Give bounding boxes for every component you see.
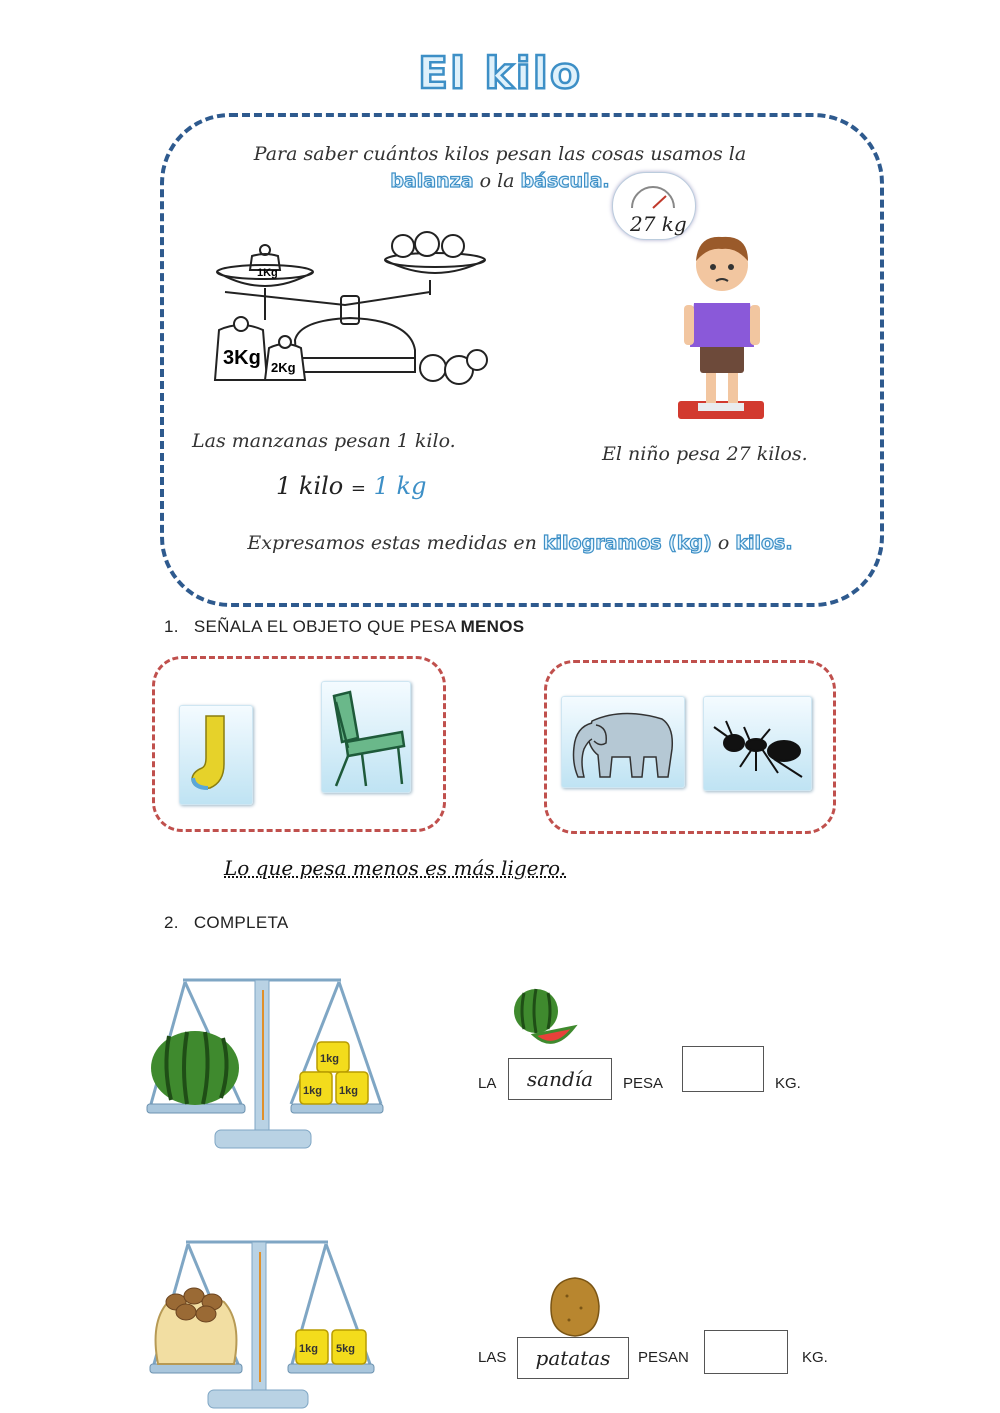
row1-la-label: LA (478, 1075, 497, 1092)
section1-heading (164, 617, 524, 637)
potato-icon (547, 1276, 603, 1338)
row1-pesa-label: PESA (623, 1075, 664, 1092)
row1-unit-label: KG. (775, 1075, 801, 1092)
option-sock-card[interactable] (179, 705, 253, 805)
melon-weight-2: 1kg (303, 1085, 322, 1097)
row2-pesan-label: PESAN (638, 1349, 689, 1366)
section1-note: Lo que pesa menos es más ligero. (224, 856, 567, 880)
page-title: El kilo (417, 48, 583, 99)
boy-caption: El niño pesa 27 kilos. (602, 443, 808, 465)
row2-las-label: LAS (478, 1349, 507, 1366)
weight-2kg-label: 2Kg (271, 360, 296, 375)
boy-on-scale-illustration (672, 225, 772, 425)
highlight-kilos: kilos. (735, 532, 793, 554)
section1-heading-bold: MENOS (460, 617, 525, 636)
elephant-icon (562, 697, 684, 787)
row2-item-text: patatas (535, 1346, 611, 1370)
highlight-balanza: balanza (390, 170, 474, 192)
potato-balance-illustration (148, 1232, 378, 1412)
section2-number: 2. (164, 913, 179, 932)
highlight-bascula: báscula. (520, 170, 610, 192)
row2-item-box (517, 1337, 629, 1379)
equality-right: 1 kg (373, 472, 427, 500)
section2-heading (164, 913, 289, 933)
watermelon-icon (508, 983, 578, 1053)
highlight-kilogramos: kilogramos (kg) (542, 532, 712, 554)
melon-weight-1: 1kg (320, 1053, 339, 1065)
option-chair-card[interactable] (321, 681, 411, 793)
weight-1kg-label: 1Kg (257, 267, 278, 279)
gauge-icon (628, 182, 678, 212)
row1-fruit-box (508, 1058, 612, 1100)
section1-number: 1. (164, 617, 179, 636)
express-o: o (717, 532, 730, 554)
row2-answer-input[interactable] (704, 1330, 788, 1374)
potato-weight-1: 1kg (299, 1343, 318, 1355)
apples-caption: Las manzanas pesan 1 kilo. (192, 430, 456, 452)
row1-answer-input[interactable] (682, 1046, 764, 1092)
ant-icon (704, 697, 811, 790)
intro-o-la: o la (479, 170, 515, 192)
equality-sign: = (350, 478, 366, 499)
express-prefix: Expresamos estas medidas en (247, 532, 537, 554)
weight-3kg-label: 3Kg (223, 347, 261, 369)
section2-heading-text: COMPLETA (193, 913, 289, 932)
row1-fruit-text: sandía (526, 1067, 594, 1091)
kilo-equality (276, 472, 426, 500)
row2-unit-label: KG. (802, 1349, 828, 1366)
equality-left: 1 kilo (276, 472, 344, 500)
apple-balance-illustration (205, 220, 505, 390)
chair-icon (322, 682, 410, 792)
sock-icon (180, 706, 252, 804)
melon-weight-3: 1kg (339, 1085, 358, 1097)
intro-line1: Para saber cuántos kilos pesan las cosas usamos la (253, 143, 747, 165)
boy-weight-label: 27 kg (630, 212, 687, 236)
section1-heading-prefix: SEÑALA EL OBJETO QUE PESA (193, 617, 456, 636)
option-elephant-card[interactable] (561, 696, 685, 788)
potato-weight-2: 5kg (336, 1343, 355, 1355)
intro-line2 (200, 170, 800, 192)
express-line (170, 532, 870, 554)
option-ant-card[interactable] (703, 696, 812, 791)
watermelon-balance-illustration (145, 970, 395, 1155)
